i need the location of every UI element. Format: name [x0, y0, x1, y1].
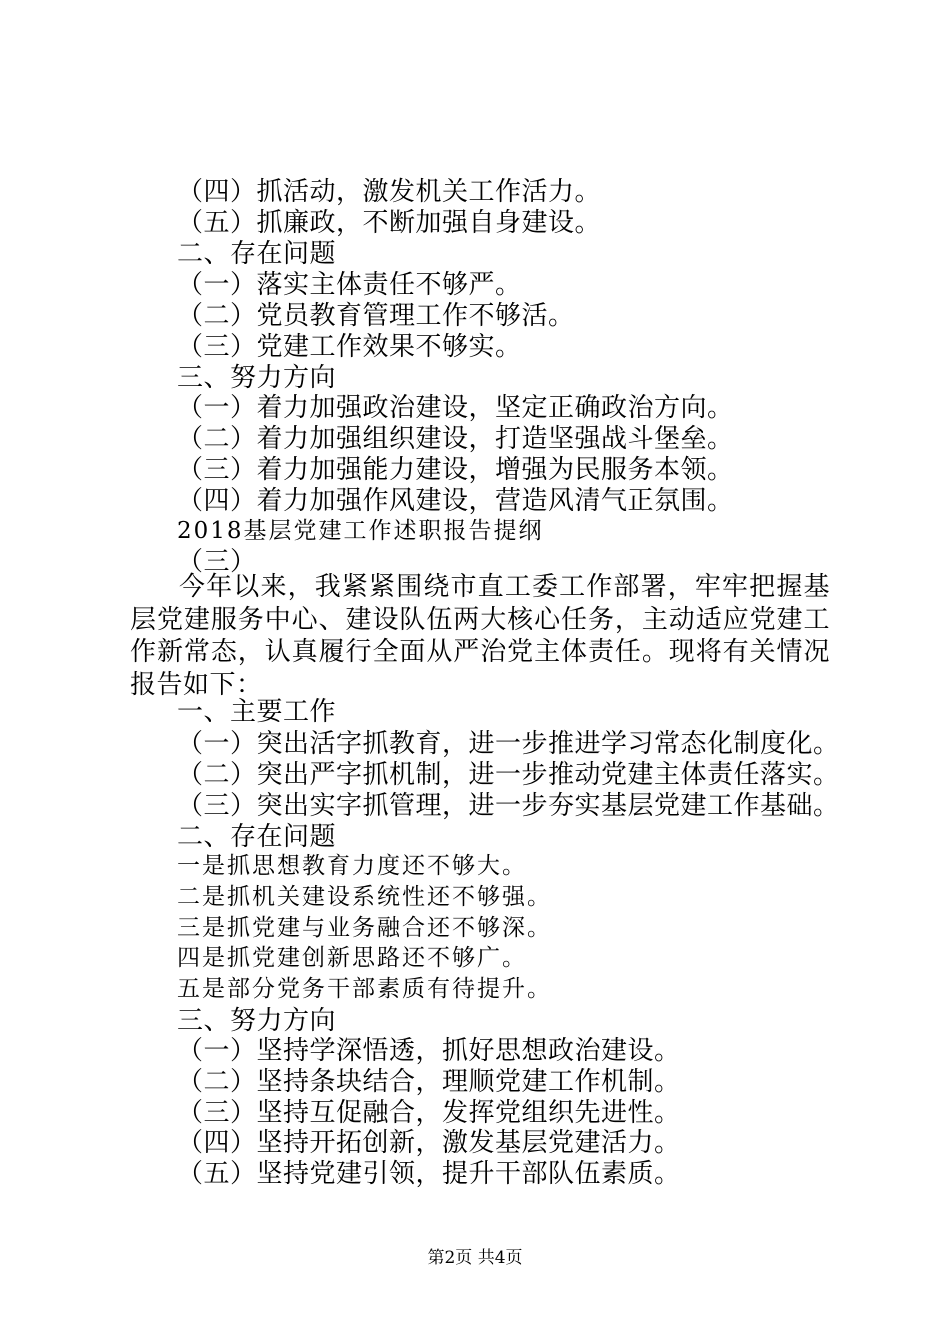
text-line: （三）党建工作效果不够实。 [177, 332, 522, 362]
text-line: （二）坚持条块结合，理顺党建工作机制。 [177, 1067, 681, 1097]
section-heading: 二、存在问题 [177, 239, 337, 269]
text-line: 三是抓党建与业务融合还不够深。 [177, 915, 552, 941]
text-line: （五）坚持党建引领，提升干部队伍素质。 [177, 1159, 681, 1189]
text-line: （一）着力加强政治建设，坚定正确政治方向。 [177, 393, 734, 423]
section-heading: 一、主要工作 [177, 697, 337, 727]
section-heading: 二、存在问题 [177, 822, 337, 852]
body-paragraph: 今年以来，我紧紧围绕市直工委工作部署，牢牢把握基层党建服务中心、建设队伍两大核心任务，主动适应党建工作新常态，认真履行全面从严治党主体责任。现将有关情况报告如下： [130, 572, 830, 700]
text-line: （五）抓廉政，不断加强自身建设。 [177, 208, 602, 238]
page-footer: 第2页 共4页 [427, 1248, 523, 1268]
text-line: （四）坚持开拓创新，激发基层党建活力。 [177, 1128, 681, 1158]
text-line: 五是部分党务干部素质有待提升。 [177, 976, 552, 1002]
text-line: （一）突出活字抓教育，进一步推进学习常态化制度化。 [177, 729, 840, 759]
text-line: （二）突出严字抓机制，进一步推动党建主体责任落实。 [177, 760, 840, 790]
text-line: （四）抓活动，激发机关工作活力。 [177, 177, 602, 207]
document-title: 2018基层党建工作述职报告提纲 [177, 518, 544, 544]
text-line: （三）突出实字抓管理，进一步夯实基层党建工作基础。 [177, 791, 840, 821]
text-line: （二）党员教育管理工作不够活。 [177, 301, 575, 331]
section-heading: 三、努力方向 [177, 1006, 337, 1036]
text-line: （四）着力加强作风建设，营造风清气正氛围。 [177, 486, 734, 516]
text-line: 四是抓党建创新思路还不够广。 [177, 945, 527, 971]
text-line: （三）着力加强能力建设，增强为民服务本领。 [177, 455, 734, 485]
text-line: （三）坚持互促融合，发挥党组织先进性。 [177, 1098, 681, 1128]
text-line: （一）坚持学深悟透，抓好思想政治建设。 [177, 1036, 681, 1066]
section-heading: 三、努力方向 [177, 363, 337, 393]
text-line: （一）落实主体责任不够严。 [177, 270, 522, 300]
text-line: 二是抓机关建设系统性还不够强。 [177, 884, 552, 910]
text-line: 一是抓思想教育力度还不够大。 [177, 853, 527, 879]
text-line: （三） [177, 547, 257, 577]
text-line: （二）着力加强组织建设，打造坚强战斗堡垒。 [177, 424, 734, 454]
